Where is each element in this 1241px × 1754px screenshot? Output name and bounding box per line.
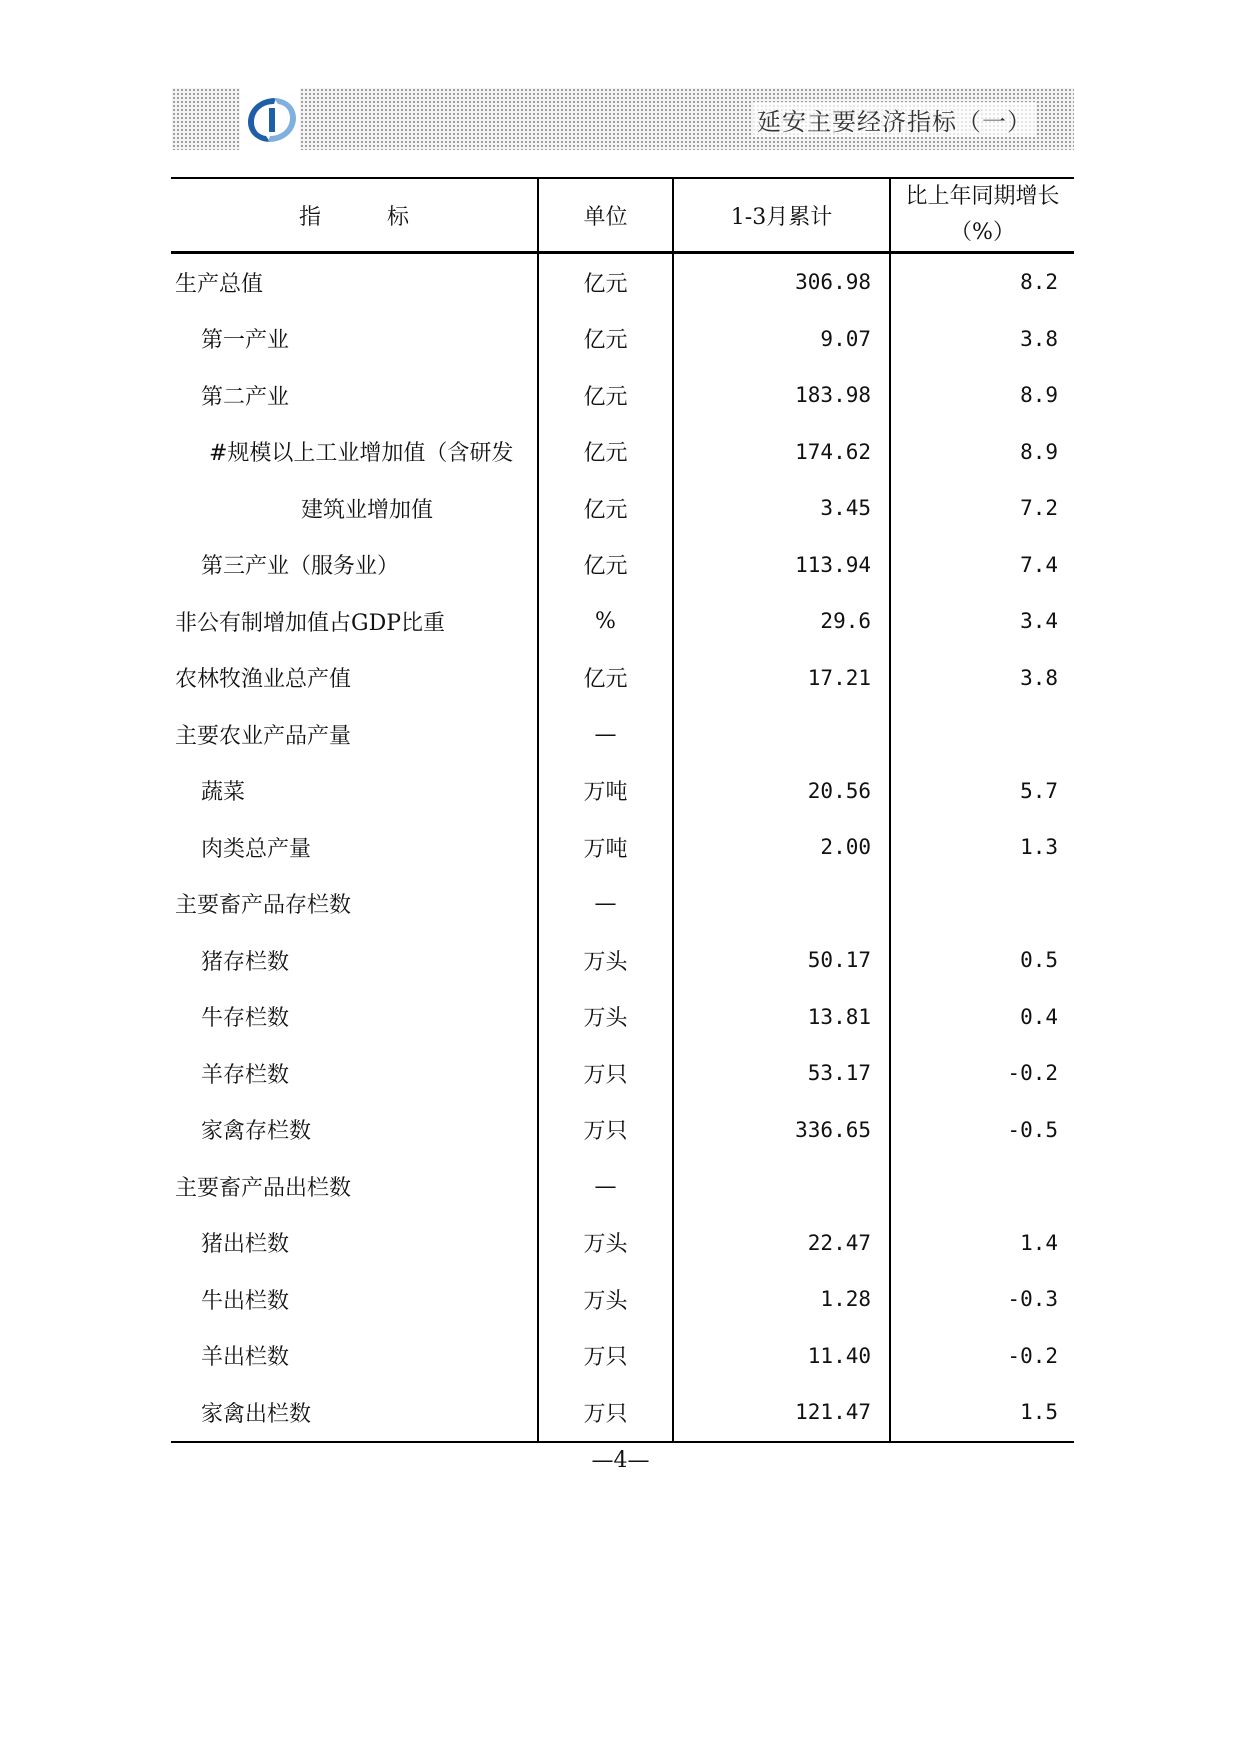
table-row	[171, 1384, 1074, 1442]
growth-rate: 3.4	[1020, 609, 1058, 634]
growth-rate: -0.3	[1007, 1287, 1058, 1312]
unit-cell: 万头	[538, 1215, 673, 1272]
unit-cell: 万头	[538, 989, 673, 1046]
growth-rate	[890, 876, 1074, 933]
cumulative-value	[673, 876, 890, 933]
unit-cell: %	[538, 593, 673, 650]
table-row	[171, 763, 1074, 820]
table-body	[171, 253, 1074, 1442]
indicator-name: 蔬菜	[171, 763, 538, 820]
cumulative-value: 29.6	[673, 593, 890, 650]
growth-rate: 8.9	[1020, 383, 1058, 408]
indicator-name: 猪存栏数	[171, 932, 538, 989]
statistics-logo-icon	[244, 92, 300, 148]
table-header-row	[171, 178, 1074, 253]
cumulative-value: 17.21	[673, 650, 890, 707]
growth-rate: 0.4	[1020, 1004, 1058, 1029]
table-row	[171, 1328, 1074, 1385]
column-header-growth: 比上年同期增长（%）	[890, 178, 1074, 253]
table-row	[171, 480, 1074, 537]
unit-cell: 亿元	[538, 311, 673, 368]
unit-cell: —	[538, 1158, 673, 1215]
unit-cell: 亿元	[538, 650, 673, 707]
table-row	[171, 932, 1074, 989]
table-row	[171, 253, 1074, 311]
cumulative-value: 2.00	[673, 819, 890, 876]
indicator-table	[171, 177, 1074, 1443]
growth-rate: 7.2	[1020, 496, 1058, 521]
indicator-name: 羊出栏数	[171, 1328, 538, 1385]
unit-cell: 万只	[538, 1045, 673, 1102]
unit-cell: 万只	[538, 1328, 673, 1385]
indicator-name: 第三产业（服务业）	[171, 537, 538, 594]
growth-rate: 8.2	[1020, 270, 1058, 295]
unit-cell: 亿元	[538, 253, 673, 311]
cumulative-value: 336.65	[673, 1102, 890, 1159]
growth-rate	[890, 706, 1074, 763]
growth-rate: 0.5	[1020, 948, 1058, 973]
table-row	[171, 424, 1074, 481]
table-row	[171, 1158, 1074, 1215]
growth-rate: -0.2	[1007, 1343, 1058, 1368]
table-row	[171, 989, 1074, 1046]
unit-cell: 亿元	[538, 480, 673, 537]
indicator-name: 生产总值	[171, 253, 538, 311]
indicator-name: 非公有制增加值占GDP比重	[171, 593, 538, 650]
cumulative-value: 53.17	[673, 1045, 890, 1102]
indicator-name: 主要畜产品出栏数	[171, 1158, 538, 1215]
table-row	[171, 876, 1074, 933]
growth-rate	[890, 1158, 1074, 1215]
unit-cell: 亿元	[538, 537, 673, 594]
unit-cell: 亿元	[538, 367, 673, 424]
unit-cell: 万只	[538, 1102, 673, 1159]
growth-rate: 8.9	[1020, 439, 1058, 464]
indicator-name: 家禽存栏数	[171, 1102, 538, 1159]
growth-rate: 3.8	[1020, 665, 1058, 690]
cumulative-value: 306.98	[673, 253, 890, 311]
table-row	[171, 650, 1074, 707]
growth-rate: 1.3	[1020, 835, 1058, 860]
indicator-name: 主要畜产品存栏数	[171, 876, 538, 933]
table-row	[171, 593, 1074, 650]
indicator-name: 肉类总产量	[171, 819, 538, 876]
cumulative-value: 9.07	[673, 311, 890, 368]
table-row	[171, 706, 1074, 763]
table-row	[171, 1215, 1074, 1272]
unit-cell: —	[538, 706, 673, 763]
indicator-name: #规模以上工业增加值（含研发	[171, 424, 538, 481]
growth-rate: -0.2	[1007, 1061, 1058, 1086]
indicator-name: 羊存栏数	[171, 1045, 538, 1102]
indicator-name: 第二产业	[171, 367, 538, 424]
indicator-name: 第一产业	[171, 311, 538, 368]
page-number: —4—	[591, 1448, 650, 1473]
cumulative-value: 50.17	[673, 932, 890, 989]
table-row	[171, 367, 1074, 424]
growth-rate: 3.8	[1020, 326, 1058, 351]
indicator-name: 家禽出栏数	[171, 1384, 538, 1442]
cumulative-value: 22.47	[673, 1215, 890, 1272]
table-row	[171, 1102, 1074, 1159]
unit-cell: 万吨	[538, 819, 673, 876]
cumulative-value: 11.40	[673, 1328, 890, 1385]
indicator-table-container	[171, 177, 1074, 1443]
growth-rate: 5.7	[1020, 778, 1058, 803]
column-header-indicator: 指 标	[171, 178, 538, 253]
cumulative-value: 174.62	[673, 424, 890, 481]
cumulative-value: 3.45	[673, 480, 890, 537]
unit-cell: —	[538, 876, 673, 933]
indicator-name: 牛出栏数	[171, 1271, 538, 1328]
indicator-name: 主要农业产品产量	[171, 706, 538, 763]
cumulative-value: 1.28	[673, 1271, 890, 1328]
indicator-name: 牛存栏数	[171, 989, 538, 1046]
growth-rate: 1.5	[890, 1384, 1074, 1442]
table-row	[171, 1271, 1074, 1328]
unit-cell: 亿元	[538, 424, 673, 481]
indicator-name: 猪出栏数	[171, 1215, 538, 1272]
growth-rate: 1.4	[1020, 1230, 1058, 1255]
cumulative-value: 121.47	[673, 1384, 890, 1442]
indicator-name: 建筑业增加值	[171, 480, 538, 537]
cumulative-value	[673, 1158, 890, 1215]
table-row	[171, 1045, 1074, 1102]
cumulative-value	[673, 706, 890, 763]
column-header-unit: 单位	[538, 178, 673, 253]
table-row	[171, 311, 1074, 368]
unit-cell: 万吨	[538, 763, 673, 820]
unit-cell: 万只	[538, 1384, 673, 1442]
cumulative-value: 183.98	[673, 367, 890, 424]
unit-cell: 万头	[538, 1271, 673, 1328]
cumulative-value: 113.94	[673, 537, 890, 594]
growth-rate: -0.5	[1007, 1117, 1058, 1142]
cumulative-value: 13.81	[673, 989, 890, 1046]
indicator-name: 农林牧渔业总产值	[171, 650, 538, 707]
table-row	[171, 819, 1074, 876]
table-row	[171, 537, 1074, 594]
document-title: 延安主要经济指标（一）	[753, 102, 1036, 137]
column-header-cumulative: 1-3月累计	[673, 178, 890, 253]
growth-rate: 7.4	[1020, 552, 1058, 577]
unit-cell: 万头	[538, 932, 673, 989]
cumulative-value: 20.56	[673, 763, 890, 820]
